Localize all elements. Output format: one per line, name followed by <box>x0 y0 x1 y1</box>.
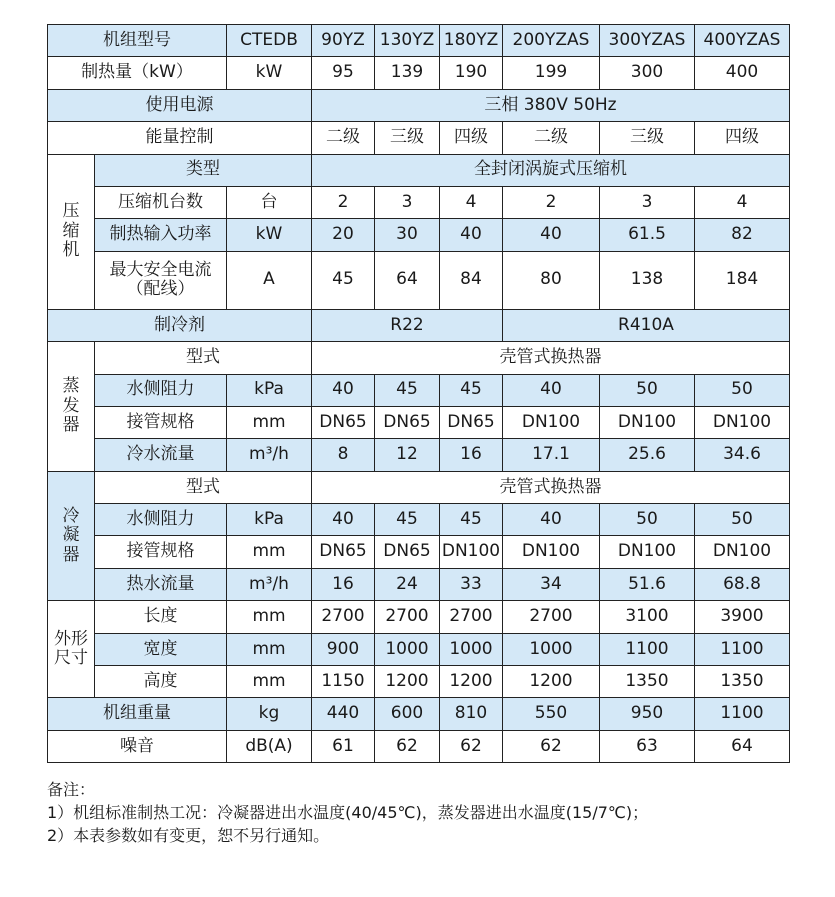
input-power-unit: kW <box>227 219 312 251</box>
value-cell: 2 <box>312 186 375 218</box>
value-cell: 199 <box>503 57 600 89</box>
value-cell: 139 <box>375 57 440 89</box>
model-cell: 130YZ <box>375 25 440 57</box>
value-cell: 440 <box>312 698 375 730</box>
value-cell: 1100 <box>695 698 790 730</box>
table-row-condenser-type <box>48 471 790 503</box>
weight-label: 机组重量 <box>48 698 227 730</box>
value-cell: 34 <box>503 568 600 600</box>
refrigerant-value-b: R410A <box>503 309 790 341</box>
value-cell: DN100 <box>695 406 790 438</box>
table-row-compressor-type <box>48 154 790 186</box>
value-cell: 50 <box>695 374 790 406</box>
value-cell: 1150 <box>312 666 375 698</box>
value-cell: 95 <box>312 57 375 89</box>
value-cell: 1000 <box>375 633 440 665</box>
value-cell: 40 <box>440 219 503 251</box>
value-cell: 810 <box>440 698 503 730</box>
width-label: 宽度 <box>95 633 227 665</box>
value-cell: 四级 <box>695 122 790 154</box>
value-cell: 45 <box>440 504 503 536</box>
weight-unit: kg <box>227 698 312 730</box>
value-cell: 16 <box>440 439 503 471</box>
table-row-height <box>48 666 790 698</box>
value-cell: 40 <box>503 374 600 406</box>
length-unit: mm <box>227 601 312 633</box>
value-cell: 2700 <box>503 601 600 633</box>
value-cell: DN65 <box>375 536 440 568</box>
dimensions-group-label: 外形 尺寸 <box>48 601 95 698</box>
model-cell: 180YZ <box>440 25 503 57</box>
value-cell: 二级 <box>503 122 600 154</box>
table-row-length <box>48 601 790 633</box>
table-row-condenser-pipe-size <box>48 536 790 568</box>
value-cell: DN100 <box>503 406 600 438</box>
value-cell: 25.6 <box>600 439 695 471</box>
value-cell: DN65 <box>312 406 375 438</box>
notes <box>47 778 648 847</box>
condenser-type-label: 型式 <box>95 471 312 503</box>
compressor-type-value: 全封闭涡旋式压缩机 <box>312 154 790 186</box>
condenser-pipe-size-label: 接管规格 <box>95 536 227 568</box>
value-cell: 61.5 <box>600 219 695 251</box>
length-label: 长度 <box>95 601 227 633</box>
model-cell: 300YZAS <box>600 25 695 57</box>
value-cell: 三级 <box>600 122 695 154</box>
value-cell: 50 <box>600 504 695 536</box>
evaporator-pipe-size-unit: mm <box>227 406 312 438</box>
value-cell: 34.6 <box>695 439 790 471</box>
table-row-width <box>48 633 790 665</box>
value-cell: 138 <box>600 251 695 309</box>
value-cell: 16 <box>312 568 375 600</box>
value-cell: 400 <box>695 57 790 89</box>
compressor-count-label: 压缩机台数 <box>95 186 227 218</box>
value-cell: 3 <box>600 186 695 218</box>
value-cell: 4 <box>695 186 790 218</box>
value-cell: 950 <box>600 698 695 730</box>
power-supply-value: 三相 380V 50Hz <box>312 89 790 121</box>
table-row-max-current <box>48 251 790 309</box>
value-cell: 2700 <box>312 601 375 633</box>
max-current-label <box>95 251 227 309</box>
value-cell: 900 <box>312 633 375 665</box>
condenser-pipe-size-unit: mm <box>227 536 312 568</box>
refrigerant-value-a: R22 <box>312 309 503 341</box>
table-row-refrigerant <box>48 309 790 341</box>
value-cell: 二级 <box>312 122 375 154</box>
evaporator-water-flow-label: 冷水流量 <box>95 439 227 471</box>
value-cell: 2 <box>503 186 600 218</box>
compressor-count-unit: 台 <box>227 186 312 218</box>
value-cell: 三级 <box>375 122 440 154</box>
value-cell: DN100 <box>600 536 695 568</box>
value-cell: 50 <box>695 504 790 536</box>
condenser-water-flow-label: 热水流量 <box>95 568 227 600</box>
value-cell: 2700 <box>375 601 440 633</box>
heating-capacity-label: 制热量（kW） <box>48 57 227 89</box>
model-unit: CTEDB <box>227 25 312 57</box>
refrigerant-label: 制冷剂 <box>48 309 312 341</box>
value-cell: 1000 <box>503 633 600 665</box>
value-cell: 550 <box>503 698 600 730</box>
table-row-noise <box>48 730 790 762</box>
evaporator-pressure-drop-label: 水侧阻力 <box>95 374 227 406</box>
value-cell: 1350 <box>695 666 790 698</box>
value-cell: 300 <box>600 57 695 89</box>
value-cell: 64 <box>695 730 790 762</box>
input-power-label: 制热输入功率 <box>95 219 227 251</box>
value-cell: 40 <box>503 219 600 251</box>
value-cell: 84 <box>440 251 503 309</box>
value-cell: 68.8 <box>695 568 790 600</box>
value-cell: 45 <box>375 504 440 536</box>
value-cell: 600 <box>375 698 440 730</box>
value-cell: DN65 <box>375 406 440 438</box>
condenser-group-label: 冷凝器 <box>48 471 95 601</box>
model-label: 机组型号 <box>48 25 227 57</box>
table-row-condenser-water-flow <box>48 568 790 600</box>
value-cell: 45 <box>440 374 503 406</box>
value-cell: 3 <box>375 186 440 218</box>
capacity-control-label: 能量控制 <box>48 122 312 154</box>
value-cell: 62 <box>440 730 503 762</box>
value-cell: 45 <box>375 374 440 406</box>
value-cell: 33 <box>440 568 503 600</box>
value-cell: 1200 <box>440 666 503 698</box>
table-row-weight <box>48 698 790 730</box>
notes-title: 备注： <box>47 780 96 799</box>
value-cell: 17.1 <box>503 439 600 471</box>
height-unit: mm <box>227 666 312 698</box>
value-cell: 20 <box>312 219 375 251</box>
max-current-unit: A <box>227 251 312 309</box>
value-cell: 82 <box>695 219 790 251</box>
model-cell: 400YZAS <box>695 25 790 57</box>
evaporator-type-label: 型式 <box>95 342 312 374</box>
value-cell: 1350 <box>600 666 695 698</box>
value-cell: DN65 <box>440 406 503 438</box>
table-row-evaporator-pipe-size <box>48 406 790 438</box>
value-cell: 2700 <box>440 601 503 633</box>
table-row-capacity-control <box>48 122 790 154</box>
value-cell: 62 <box>503 730 600 762</box>
notes-line-2: 2）本表参数如有变更，恕不另行通知。 <box>47 826 330 845</box>
value-cell: 四级 <box>440 122 503 154</box>
value-cell: 184 <box>695 251 790 309</box>
model-cell: 200YZAS <box>503 25 600 57</box>
table-row-power-supply <box>48 89 790 121</box>
value-cell: 8 <box>312 439 375 471</box>
value-cell: 1100 <box>695 633 790 665</box>
value-cell: 4 <box>440 186 503 218</box>
value-cell: 40 <box>312 374 375 406</box>
table-row-evaporator-water-flow <box>48 439 790 471</box>
value-cell: 40 <box>312 504 375 536</box>
value-cell: 3900 <box>695 601 790 633</box>
value-cell: DN65 <box>312 536 375 568</box>
evaporator-type-value: 壳管式换热器 <box>312 342 790 374</box>
value-cell: 45 <box>312 251 375 309</box>
value-cell: 12 <box>375 439 440 471</box>
model-cell: 90YZ <box>312 25 375 57</box>
value-cell: 190 <box>440 57 503 89</box>
value-cell: 30 <box>375 219 440 251</box>
evaporator-pressure-drop-unit: kPa <box>227 374 312 406</box>
value-cell: DN100 <box>695 536 790 568</box>
value-cell: 63 <box>600 730 695 762</box>
condenser-pressure-drop-unit: kPa <box>227 504 312 536</box>
table-row-evaporator-type <box>48 342 790 374</box>
value-cell: DN100 <box>503 536 600 568</box>
max-current-label-line2: （配线） <box>126 279 195 300</box>
power-supply-label: 使用电源 <box>48 89 312 121</box>
value-cell: DN100 <box>600 406 695 438</box>
value-cell: 1000 <box>440 633 503 665</box>
height-label: 高度 <box>95 666 227 698</box>
evaporator-group-label: 蒸发器 <box>48 342 95 472</box>
compressor-type-label: 类型 <box>95 154 312 186</box>
value-cell: 24 <box>375 568 440 600</box>
value-cell: 61 <box>312 730 375 762</box>
compressor-group-label: 压缩机 <box>48 154 95 309</box>
table-row-evaporator-pressure-drop <box>48 374 790 406</box>
condenser-pressure-drop-label: 水侧阻力 <box>95 504 227 536</box>
width-unit: mm <box>227 633 312 665</box>
value-cell: 50 <box>600 374 695 406</box>
value-cell: 64 <box>375 251 440 309</box>
heating-capacity-unit: kW <box>227 57 312 89</box>
value-cell: 51.6 <box>600 568 695 600</box>
table-row-heating-capacity <box>48 57 790 89</box>
condenser-water-flow-unit: m³/h <box>227 568 312 600</box>
value-cell: 62 <box>375 730 440 762</box>
value-cell: 1200 <box>375 666 440 698</box>
value-cell: 40 <box>503 504 600 536</box>
value-cell: 1200 <box>503 666 600 698</box>
value-cell: 1100 <box>600 633 695 665</box>
table-row-input-power <box>48 219 790 251</box>
max-current-label-line1: 最大安全电流 <box>109 259 212 280</box>
value-cell: DN100 <box>440 536 503 568</box>
value-cell: 80 <box>503 251 600 309</box>
condenser-type-value: 壳管式换热器 <box>312 471 790 503</box>
evaporator-pipe-size-label: 接管规格 <box>95 406 227 438</box>
evaporator-water-flow-unit: m³/h <box>227 439 312 471</box>
table-row-condenser-pressure-drop <box>48 504 790 536</box>
noise-label: 噪音 <box>48 730 227 762</box>
table-row-model <box>48 25 790 57</box>
table-row-compressor-count <box>48 186 790 218</box>
notes-line-1: 1）机组标准制热工况：冷凝器进出水温度(40/45℃)，蒸发器进出水温度(15/7℃)； <box>47 803 649 822</box>
spec-table <box>47 24 790 763</box>
noise-unit: dB(A) <box>227 730 312 762</box>
value-cell: 3100 <box>600 601 695 633</box>
